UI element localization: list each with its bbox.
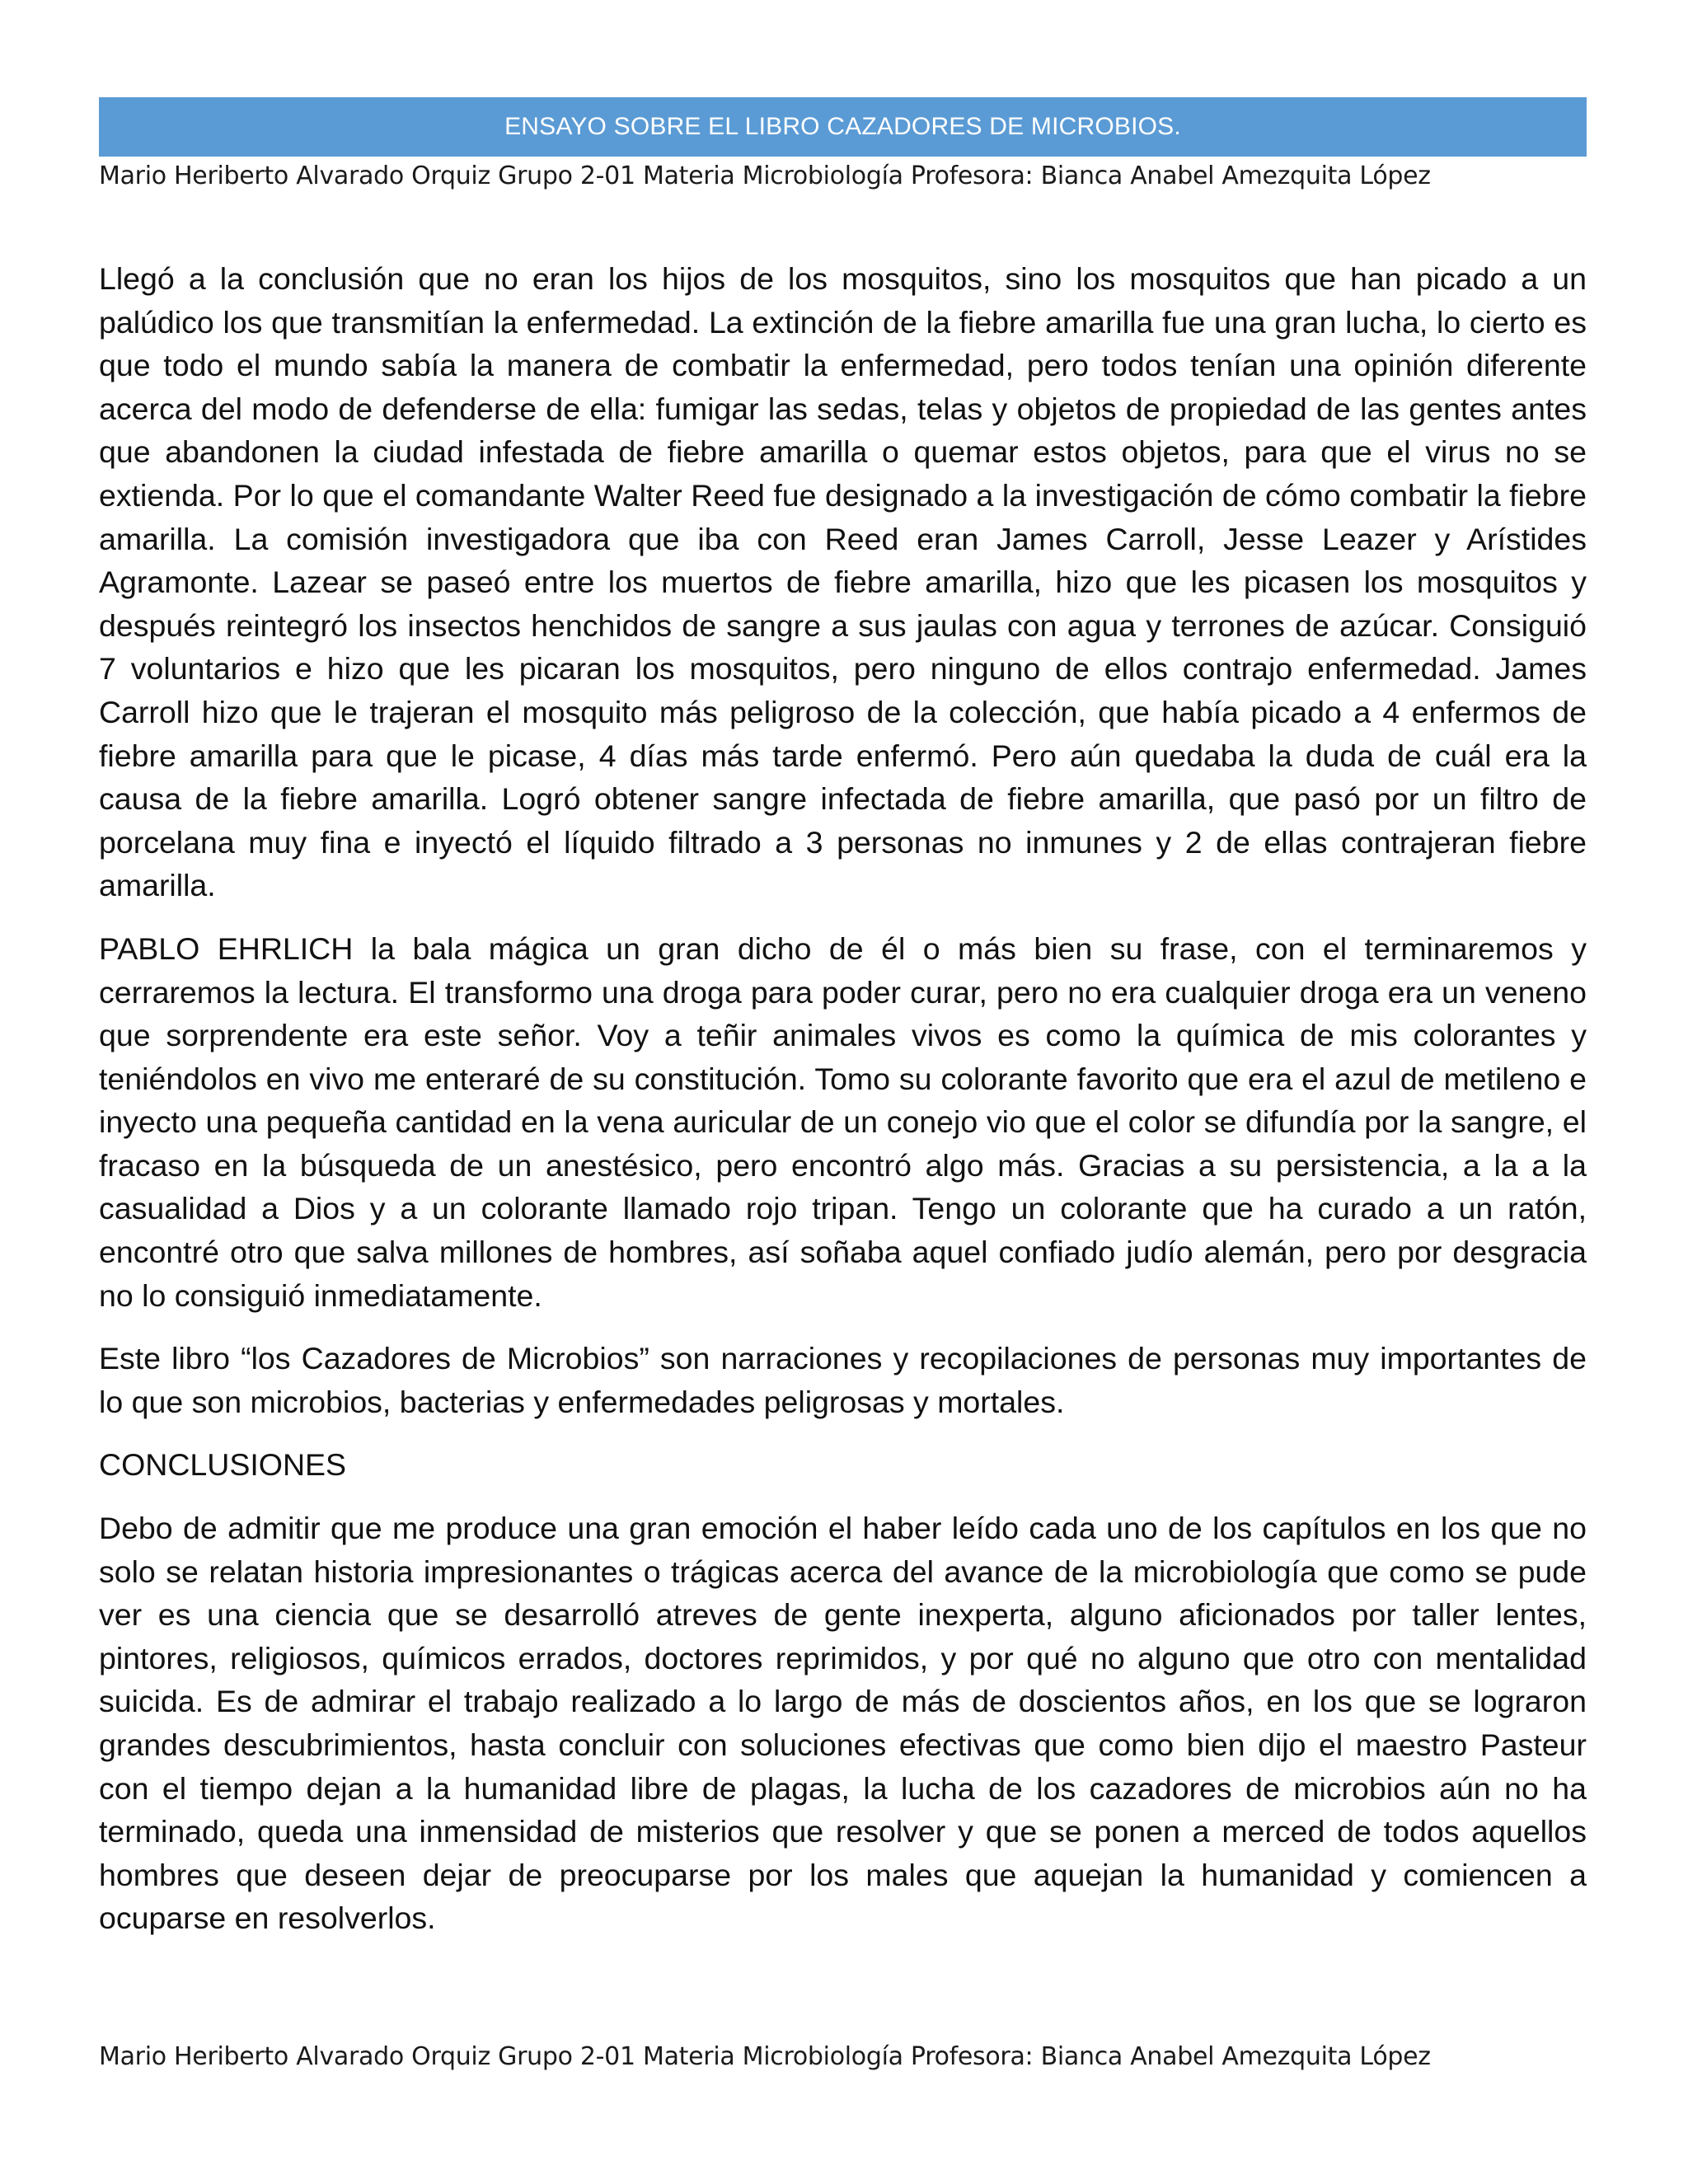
paragraph-yellow-fever: Llegó a la conclusión que no eran los hijos de los mosquitos, sino los mosquitos que han picado a un palúdico los que transmitían la enfermedad. La extinción de la fiebre amarilla fue una gran lucha, lo cierto es que todo el mundo sabía la manera de combatir la enfermedad, pero todos tenían una opinión diferente acerca del modo de defenderse de ella: fumigar las sedas, telas y objetos de propiedad de las gentes antes que abandonen la ciudad infestada de fiebre amarilla o quemar estos objetos, para que el virus no se extienda. Por lo que el comandante Walter Reed fue designado a la investigación de cómo combatir la fiebre amarilla. La comisión investigadora que iba con Reed eran James Carroll, Jesse Leazer y Arístides Agramonte. Lazear se paseó entre los muertos de fiebre amarilla, hizo que les picasen los mosquitos y después reintegró los insectos henchidos de sangre a sus jaulas con agua y terrones de azúcar. Consiguió 7 voluntarios e hizo que les picaran los mosquitos, pero ninguno de ellos contrajo enfermedad. James Carroll hizo que le trajeran el mosquito más peligroso de la colección, que había picado a 4 enfermos de fiebre amarilla para que le picase, 4 días más tarde enfermó. Pero aún quedaba la duda de cuál era la causa de la fiebre amarilla. Logró obtener sangre infectada de fiebre amarilla, que pasó por un filtro de porcelana muy fina e inyectó el líquido filtrado a 3 personas no inmunes y 2 de ellas contrajeran fiebre amarilla. xyxy=(99,261,1587,903)
document-title-banner xyxy=(99,97,1587,157)
paragraph-ehrlich: PABLO EHRLICH la bala mágica un gran dicho de él o más bien su frase, con el terminaremos y cerraremos la lectura. El transformo una droga para poder curar, pero no era cualquier droga era un veneno que sorprendente era este señor. Voy a teñir animales vivos es como la química de mis colorantes y teniéndolos en vivo me enteraré de su constitución. Tomo su colorante favorito que era el azul de metileno e inyecto una pequeña cantidad en la vena auricular de un conejo vio que el color se difundía por la sangre, el fracaso en la búsqueda de un anestésico, pero encontró algo más. Gracias a su persistencia, a la a la casualidad a Dios y a un colorante llamado rojo tripan. Tengo un colorante que ha curado a un ratón, encontré otro que salva millones de hombres, así soñaba aquel confiado judío alemán, pero por desgracia no lo consiguió inmediatamente. xyxy=(99,930,1587,1313)
header-byline: Mario Heriberto Alvarado Orquiz Grupo 2-01 Materia Microbiología Profesora: Bianca Anabel Amezquita López xyxy=(99,162,1431,190)
section-heading-conclusions: CONCLUSIONES xyxy=(99,1447,347,1483)
footer-byline: Mario Heriberto Alvarado Orquiz Grupo 2-01 Materia Microbiología Profesora: Bianca Anabel Amezquita López xyxy=(99,2042,1431,2071)
paragraph-conclusions: Debo de admitir que me produce una gran emoción el haber leído cada uno de los capítulos en los que no solo se relatan historia impresionantes o trágicas acerca del avance de la microbiología que como se pude ver es una ciencia que se desarrolló atreves de gente inexperta, alguno aficionados por taller lentes, pintores, religiosos, químicos errados, doctores reprimidos, y por qué no alguno que otro con mentalidad suicida. Es de admirar el trabajo realizado a lo largo de más de doscientos años, en los que se lograron grandes descubrimientos, hasta concluir con soluciones efectivas que como bien dijo el maestro Pasteur con el tiempo dejan a la humanidad libre de plagas, la lucha de los cazadores de microbios aún no ha terminado, queda una inmensidad de misterios que resolver y que se ponen a merced de todos aquellos hombres que deseen dejar de preocuparse por los males que aquejan la humanidad y comiencen a ocuparse en resolverlos. xyxy=(99,1511,1587,1936)
paragraph-book-summary: Este libro “los Cazadores de Microbios” son narraciones y recopilaciones de personas muy importantes de lo que son microbios, bacterias y enfermedades peligrosas y mortales. xyxy=(99,1341,1587,1419)
document-body xyxy=(99,257,1587,1960)
document-title: ENSAYO SOBRE EL LIBRO CAZADORES DE MICROBIOS. xyxy=(504,113,1181,140)
